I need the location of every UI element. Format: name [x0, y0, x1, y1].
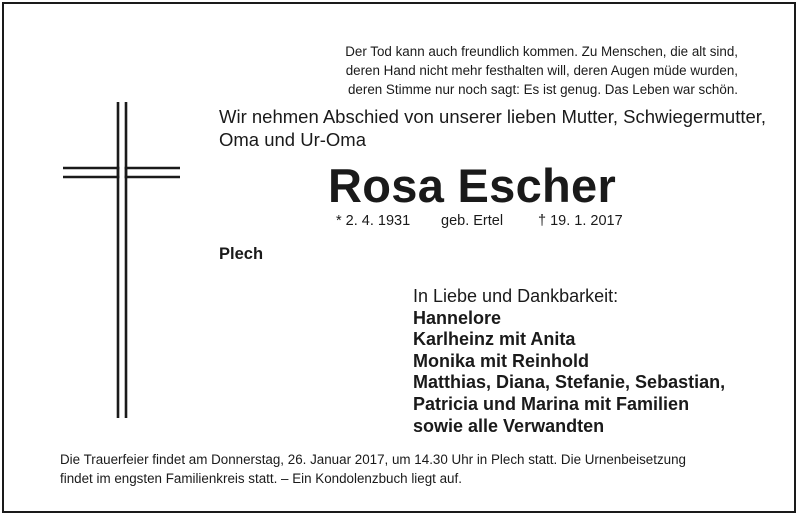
footer-line: Die Trauerfeier findet am Donnerstag, 26. Januar 2017, um 14.30 Uhr in Plech statt. Die Urnenbeisetzung — [60, 452, 686, 467]
family-member: Monika mit Reinhold — [413, 350, 590, 371]
family-lead: In Liebe und Dankbarkeit: — [413, 286, 619, 306]
footer-line: findet im engsten Familienkreis statt. – Ein Kondolenzbuch liegt auf. — [60, 471, 462, 486]
family-member: Hannelore — [413, 307, 502, 328]
family-block — [413, 286, 773, 437]
family-member: Matthias, Diana, Stefanie, Sebastian, — [413, 372, 726, 393]
birth-date: * 2. 4. 1931 — [336, 213, 411, 229]
quote-line: Der Tod kann auch freundlich kommen. Zu Menschen, die alt sind, — [345, 44, 738, 59]
quote-line: deren Hand nicht mehr festhalten will, deren Augen müde wurden, — [345, 63, 738, 78]
family-member: Karlheinz mit Anita — [413, 329, 576, 350]
quote — [250, 42, 738, 99]
cross-icon — [56, 96, 186, 426]
family-member: sowie alle Verwandten — [413, 415, 605, 436]
maiden-name: geb. Ertel — [441, 213, 504, 229]
intro-line: Wir nehmen Abschied von unserer lieben Mutter, Schwiegermutter, — [219, 106, 767, 127]
intro-text — [219, 105, 767, 151]
family-member: Patricia und Marina mit Familien — [413, 393, 690, 414]
deceased-name: Rosa Escher — [328, 159, 617, 212]
place-name: Plech — [219, 245, 264, 263]
intro-line: Oma und Ur-Oma — [219, 129, 367, 150]
quote-line: deren Stimme nur noch sagt: Es ist genug. Das Leben war schön. — [347, 82, 738, 97]
death-date: † 19. 1. 2017 — [538, 213, 623, 229]
funeral-notice — [60, 450, 780, 488]
